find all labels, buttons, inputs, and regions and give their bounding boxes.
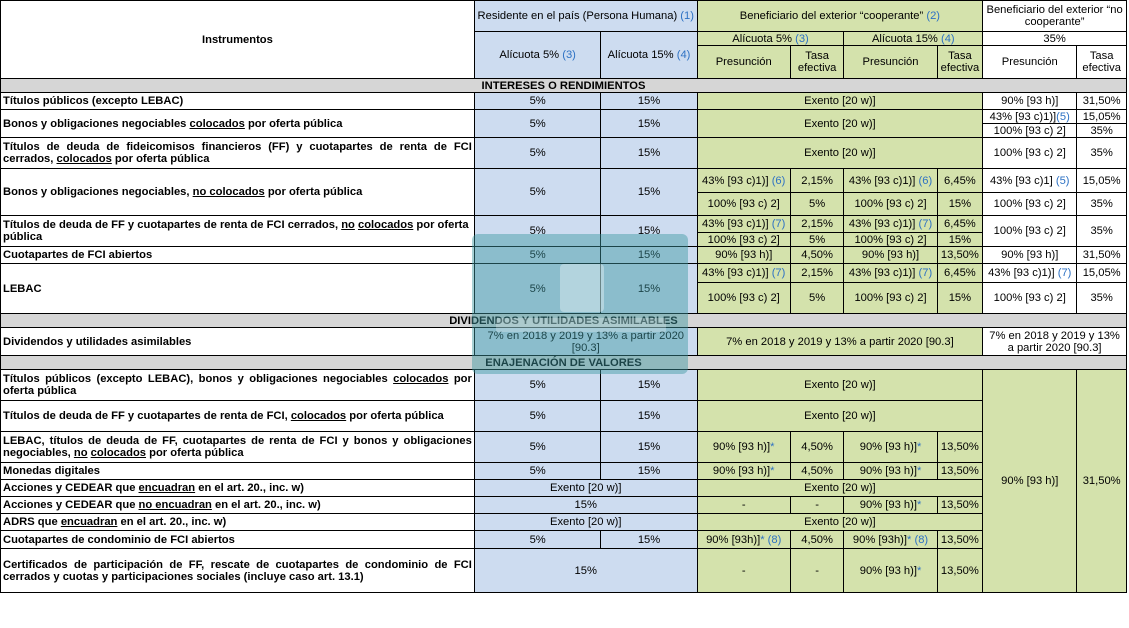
residente-value: 15% bbox=[474, 497, 697, 514]
rate-5: 5% bbox=[474, 264, 601, 314]
section-intereses: INTERESES O RENDIMIENTOS bbox=[1, 79, 1127, 93]
instrument-name: Títulos públicos (excepto LEBAC), bonos y obligaciones negociables colocados por oferta pública bbox=[1, 370, 475, 401]
rate-15: 15% bbox=[601, 531, 697, 549]
rate-15: 15% bbox=[601, 401, 697, 432]
coop-value: Exento [20 w)] bbox=[697, 110, 983, 138]
coop-presuncion-5: 90% [93 h)] bbox=[697, 247, 790, 264]
rate-15: 15% bbox=[601, 110, 697, 138]
coop-tasa-15: 13,50% bbox=[937, 549, 983, 593]
table-row bbox=[1, 328, 1127, 356]
coop-tasa-5: 2,15% bbox=[790, 169, 844, 193]
instrument-name: Títulos de deuda de FF y cuotapartes de renta de FCI, colocados por oferta pública bbox=[1, 401, 475, 432]
coop-tasa-15: 13,50% bbox=[937, 497, 983, 514]
residente-value: Exento [20 w)] bbox=[474, 480, 697, 497]
coop-presuncion-15: 100% [93 c) 2] bbox=[844, 283, 937, 314]
coop-presuncion-5: 100% [93 c) 2] bbox=[697, 283, 790, 314]
nocoop-tasa: 35% bbox=[1077, 216, 1127, 247]
nocoop-tasa: 15,05% bbox=[1077, 110, 1127, 124]
section-dividendos: DIVIDENDOS Y UTILIDADES ASIMILABLES bbox=[1, 314, 1127, 328]
table-row bbox=[1, 247, 1127, 264]
rate-5: 5% bbox=[474, 401, 601, 432]
coop-value: Exento [20 w)] bbox=[697, 138, 983, 169]
coop-tasa-15: 13,50% bbox=[937, 463, 983, 480]
coop-tasa-5: - bbox=[790, 497, 844, 514]
coop-value: Exento [20 w)] bbox=[697, 370, 983, 401]
instrument-name: Dividendos y utilidades asimilables bbox=[1, 328, 475, 356]
table-row bbox=[1, 531, 1127, 549]
header-instrumentos: Instrumentos bbox=[1, 1, 475, 79]
nocoop-tasa: 35% bbox=[1077, 138, 1127, 169]
header-coop-alicuota-15: Alícuota 15% (4) bbox=[844, 32, 983, 46]
coop-value: 7% en 2018 y 2019 y 13% a partir 2020 [90.3] bbox=[697, 328, 983, 356]
header-presuncion: Presunción bbox=[697, 46, 790, 79]
header-presuncion: Presunción bbox=[983, 46, 1077, 79]
table-row bbox=[1, 514, 1127, 531]
table-row bbox=[1, 549, 1127, 593]
instrument-name: Títulos públicos (excepto LEBAC) bbox=[1, 93, 475, 110]
rate-15: 15% bbox=[601, 432, 697, 463]
coop-presuncion-15: 100% [93 c) 2] bbox=[844, 193, 937, 216]
rate-5: 5% bbox=[474, 432, 601, 463]
coop-presuncion-5: 90% [93 h)]* bbox=[697, 432, 790, 463]
rate-15: 15% bbox=[601, 264, 697, 314]
header-residente: Residente en el país (Persona Humana) (1) bbox=[474, 1, 697, 32]
coop-value: Exento [20 w)] bbox=[697, 480, 983, 497]
coop-tasa-15: 15% bbox=[937, 283, 983, 314]
instrument-name: ADRS que encuadran en el art. 20., inc. w) bbox=[1, 514, 475, 531]
coop-tasa-5: 4,50% bbox=[790, 531, 844, 549]
instrument-name: Acciones y CEDEAR que encuadran en el art. 20., inc. w) bbox=[1, 480, 475, 497]
table-row bbox=[1, 370, 1127, 401]
header-tasa-efectiva: Tasa efectiva bbox=[790, 46, 844, 79]
nocoop-tasa: 31,50% bbox=[1077, 247, 1127, 264]
header-nocoop-rate: 35% bbox=[983, 32, 1127, 46]
rate-5: 5% bbox=[474, 216, 601, 247]
residente-value: 7% en 2018 y 2019 y 13% a partir 2020 [90.3] bbox=[474, 328, 697, 356]
nocoop-presuncion: 100% [93 c) 2] bbox=[983, 124, 1077, 138]
coop-presuncion-15: 90% [93 h)]* bbox=[844, 549, 937, 593]
coop-tasa-15: 6,45% bbox=[937, 264, 983, 283]
coop-presuncion-5: 100% [93 c) 2] bbox=[697, 193, 790, 216]
header-presuncion: Presunción bbox=[844, 46, 937, 79]
instrument-name: LEBAC bbox=[1, 264, 475, 314]
coop-presuncion-5: - bbox=[697, 497, 790, 514]
instrument-name: Cuotapartes de FCI abiertos bbox=[1, 247, 475, 264]
rate-5: 5% bbox=[474, 463, 601, 480]
coop-presuncion-15: 90% [93h)]* (8) bbox=[844, 531, 937, 549]
instrument-name: Monedas digitales bbox=[1, 463, 475, 480]
coop-presuncion-5: - bbox=[697, 549, 790, 593]
residente-value: 15% bbox=[474, 549, 697, 593]
nocoop-presuncion: 100% [93 c) 2] bbox=[983, 216, 1077, 247]
rate-15: 15% bbox=[601, 247, 697, 264]
rate-5: 5% bbox=[474, 110, 601, 138]
coop-presuncion-15: 100% [93 c) 2] bbox=[844, 233, 937, 247]
coop-tasa-15: 13,50% bbox=[937, 531, 983, 549]
nocoop-tasa: 15,05% bbox=[1077, 264, 1127, 283]
table-row bbox=[1, 480, 1127, 497]
rate-5: 5% bbox=[474, 93, 601, 110]
coop-presuncion-15: 43% [93 c)1)] (7) bbox=[844, 216, 937, 233]
coop-tasa-15: 13,50% bbox=[937, 247, 983, 264]
header-alicuota-5: Alícuota 5% (3) bbox=[474, 32, 601, 79]
coop-tasa-5: 2,15% bbox=[790, 264, 844, 283]
instrument-name: Acciones y CEDEAR que no encuadran en el art. 20., inc. w) bbox=[1, 497, 475, 514]
coop-tasa-15: 6,45% bbox=[937, 169, 983, 193]
coop-tasa-5: 4,50% bbox=[790, 432, 844, 463]
rate-15: 15% bbox=[601, 138, 697, 169]
coop-tasa-5: - bbox=[790, 549, 844, 593]
rate-5: 5% bbox=[474, 138, 601, 169]
rate-15: 15% bbox=[601, 370, 697, 401]
table-row bbox=[1, 93, 1127, 110]
nocoop-presuncion: 100% [93 c) 2] bbox=[983, 193, 1077, 216]
instrument-name: Certificados de participación de FF, rescate de cuotapartes de condominio de FCI cerrados y cuotas y participaciones sociales (incluye caso art. 13.1) bbox=[1, 549, 475, 593]
coop-presuncion-15: 90% [93 h)]* bbox=[844, 432, 937, 463]
coop-tasa-5: 5% bbox=[790, 283, 844, 314]
coop-presuncion-5: 100% [93 c) 2] bbox=[697, 233, 790, 247]
nocoop-tasa: 35% bbox=[1077, 193, 1127, 216]
rate-5: 5% bbox=[474, 531, 601, 549]
coop-presuncion-5: 43% [93 c)1)] (7) bbox=[697, 216, 790, 233]
coop-tasa-5: 2,15% bbox=[790, 216, 844, 233]
nocoop-tasa: 35% bbox=[1077, 124, 1127, 138]
coop-value: Exento [20 w)] bbox=[697, 401, 983, 432]
rate-15: 15% bbox=[601, 216, 697, 247]
coop-presuncion-15: 43% [93 c)1)] (7) bbox=[844, 264, 937, 283]
coop-tasa-5: 5% bbox=[790, 193, 844, 216]
coop-presuncion-15: 90% [93 h)] bbox=[844, 247, 937, 264]
header-no-cooperante: Beneficiario del exterior “no cooperante” bbox=[983, 1, 1127, 32]
residente-value: Exento [20 w)] bbox=[474, 514, 697, 531]
table-row bbox=[1, 432, 1127, 463]
coop-presuncion-5: 90% [93 h)]* bbox=[697, 463, 790, 480]
nocoop-presuncion: 90% [93 h)] bbox=[983, 93, 1077, 110]
table-row bbox=[1, 110, 1127, 124]
rate-5: 5% bbox=[474, 370, 601, 401]
coop-presuncion-15: 90% [93 h)]* bbox=[844, 463, 937, 480]
coop-presuncion-15: 43% [93 c)1)] (6) bbox=[844, 169, 937, 193]
coop-presuncion-15: 90% [93 h)]* bbox=[844, 497, 937, 514]
nocoop-tasa: 31,50% bbox=[1077, 370, 1127, 593]
header-alicuota-15: Alícuota 15% (4) bbox=[601, 32, 697, 79]
nocoop-tasa: 15,05% bbox=[1077, 169, 1127, 193]
rate-15: 15% bbox=[601, 463, 697, 480]
table-row bbox=[1, 216, 1127, 233]
header-cooperante: Beneficiario del exterior “cooperante” (2) bbox=[697, 1, 983, 32]
coop-tasa-5: 5% bbox=[790, 233, 844, 247]
rate-15: 15% bbox=[601, 93, 697, 110]
table-row bbox=[1, 497, 1127, 514]
rate-15: 15% bbox=[601, 169, 697, 216]
coop-presuncion-5: 90% [93h)]* (8) bbox=[697, 531, 790, 549]
nocoop-value: 7% en 2018 y 2019 y 13% a partir 2020 [90.3] bbox=[983, 328, 1127, 356]
table-row bbox=[1, 401, 1127, 432]
coop-tasa-15: 15% bbox=[937, 233, 983, 247]
coop-tasa-5: 4,50% bbox=[790, 463, 844, 480]
nocoop-presuncion: 90% [93 h)] bbox=[983, 370, 1077, 593]
nocoop-tasa: 35% bbox=[1077, 283, 1127, 314]
nocoop-presuncion: 100% [93 c) 2] bbox=[983, 283, 1077, 314]
instrument-name: LEBAC, títulos de deuda de FF, cuotapartes de renta de FCI y bonos y obligaciones negociables, no colocados por oferta pública bbox=[1, 432, 475, 463]
nocoop-presuncion: 43% [93 c)1)](5) bbox=[983, 110, 1077, 124]
section-enajenacion: ENAJENACIÓN DE VALORES bbox=[1, 356, 1127, 370]
header-coop-alicuota-5: Alícuota 5% (3) bbox=[697, 32, 844, 46]
coop-tasa-5: 4,50% bbox=[790, 247, 844, 264]
nocoop-presuncion: 43% [93 c)1)] (7) bbox=[983, 264, 1077, 283]
table-row bbox=[1, 138, 1127, 169]
nocoop-presuncion: 43% [93 c)1] (5) bbox=[983, 169, 1077, 193]
coop-tasa-15: 15% bbox=[937, 193, 983, 216]
coop-presuncion-5: 43% [93 c)1)] (7) bbox=[697, 264, 790, 283]
coop-value: Exento [20 w)] bbox=[697, 514, 983, 531]
instrument-name: Cuotapartes de condominio de FCI abiertos bbox=[1, 531, 475, 549]
rate-5: 5% bbox=[474, 247, 601, 264]
instrument-name: Bonos y obligaciones negociables, no colocados por oferta pública bbox=[1, 169, 475, 216]
instrument-name: Títulos de deuda de FF y cuotapartes de renta de FCI cerrados, no colocados por oferta pública bbox=[1, 216, 475, 247]
coop-value: Exento [20 w)] bbox=[697, 93, 983, 110]
instrument-name: Títulos de deuda de fideicomisos financieros (FF) y cuotapartes de renta de FCI cerrados, colocados por oferta pública bbox=[1, 138, 475, 169]
nocoop-presuncion: 90% [93 h)] bbox=[983, 247, 1077, 264]
nocoop-tasa: 31,50% bbox=[1077, 93, 1127, 110]
table-row bbox=[1, 169, 1127, 193]
header-tasa-efectiva: Tasa efectiva bbox=[1077, 46, 1127, 79]
rate-5: 5% bbox=[474, 169, 601, 216]
coop-tasa-15: 13,50% bbox=[937, 432, 983, 463]
table-row bbox=[1, 463, 1127, 480]
table-row bbox=[1, 264, 1127, 283]
header-tasa-efectiva: Tasa efectiva bbox=[937, 46, 983, 79]
coop-tasa-15: 6,45% bbox=[937, 216, 983, 233]
coop-presuncion-5: 43% [93 c)1)] (6) bbox=[697, 169, 790, 193]
instrument-name: Bonos y obligaciones negociables colocados por oferta pública bbox=[1, 110, 475, 138]
nocoop-presuncion: 100% [93 c) 2] bbox=[983, 138, 1077, 169]
